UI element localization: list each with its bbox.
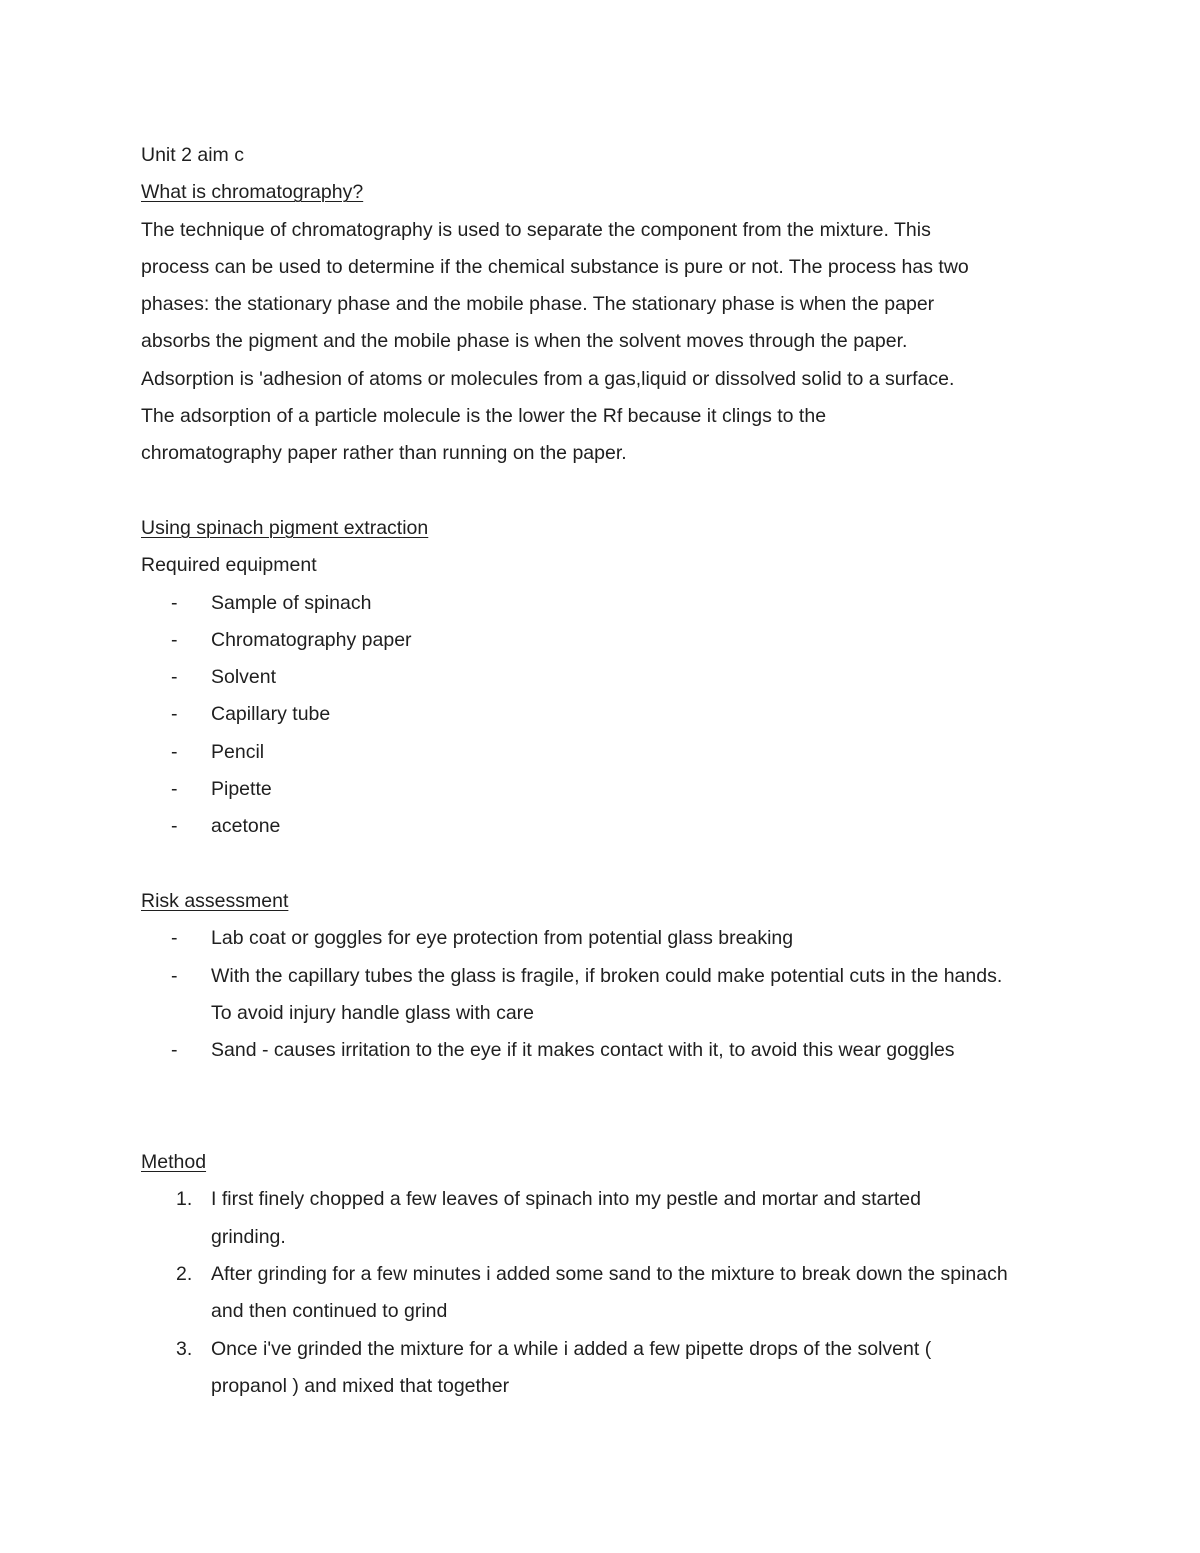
risk-assessment-heading: Risk assessment [141, 889, 289, 912]
list-item-text: Sample of spinach [211, 591, 372, 614]
equipment-subheading: Required equipment [141, 554, 317, 577]
list-item [141, 1256, 1021, 1331]
list-item [141, 1032, 1081, 1069]
dash-bullet: - [171, 815, 178, 838]
step-number: 2. [176, 1262, 193, 1285]
list-item-text: Once i've grinded the mixture for a while i added a few pipette drops of the solvent ( propanol ) and mixed that together [211, 1337, 932, 1397]
list-item-text: I first finely chopped a few leaves of spinach into my pestle and mortar and started grinding. [211, 1188, 921, 1248]
method-heading: Method [141, 1151, 207, 1174]
dash-bullet: - [171, 703, 178, 726]
list-item-text: After grinding for a few minutes i added some sand to the mixture to break down the spinach and then continued to grind [211, 1262, 1008, 1323]
equipment-list [141, 585, 1081, 846]
chromatography-paragraph [141, 212, 1081, 473]
dash-bullet: - [171, 591, 178, 614]
list-item [141, 1331, 1011, 1406]
list-item [141, 659, 1081, 696]
spacer [141, 846, 1081, 883]
list-item-text: acetone [211, 815, 281, 838]
paragraph-line: phases: the stationary phase and the mobile phase. The stationary phase is when the paper [141, 293, 935, 316]
list-item [141, 585, 1081, 622]
dash-bullet: - [171, 778, 178, 801]
spinach-extraction-heading: Using spinach pigment extraction [141, 516, 429, 539]
dash-bullet: - [171, 964, 178, 987]
list-item-text: Lab coat or goggles for eye protection from potential glass breaking [211, 927, 794, 950]
dash-bullet: - [171, 666, 178, 689]
step-number: 1. [176, 1188, 193, 1211]
document-title: Unit 2 aim c [141, 144, 244, 166]
paragraph-line: chromatography paper rather than running on the paper. [141, 442, 627, 465]
dash-bullet: - [171, 740, 178, 763]
dash-bullet: - [171, 628, 178, 651]
list-item-text: Chromatography paper [211, 628, 412, 651]
list-item-text: Pencil [211, 740, 265, 763]
paragraph-line: The technique of chromatography is used to separate the component from the mixture. This [141, 218, 931, 241]
spacer [141, 473, 1081, 510]
list-item [141, 622, 1081, 659]
dash-bullet: - [171, 1039, 178, 1062]
list-item-text: Sand - causes irritation to the eye if it makes contact with it, to avoid this wear goggles [211, 1039, 955, 1062]
list-item [141, 696, 1081, 733]
list-item [141, 958, 1021, 1033]
paragraph-line: absorbs the pigment and the mobile phase is when the solvent moves through the paper. [141, 330, 908, 353]
step-number: 3. [176, 1337, 193, 1360]
chromatography-heading: What is chromatography? [141, 181, 364, 204]
list-item [141, 734, 1081, 771]
document-page [141, 137, 1081, 1405]
paragraph-line: Adsorption is 'adhesion of atoms or molecules from a gas,liquid or dissolved solid to a surface. [141, 367, 955, 390]
method-list [141, 1181, 1081, 1405]
list-item-text: With the capillary tubes the glass is fragile, if broken could make potential cuts in the hands. To avoid injury handle glass with care [211, 964, 1003, 1024]
spacer [141, 1107, 1081, 1144]
paragraph-line: process can be used to determine if the chemical substance is pure or not. The process has two [141, 255, 969, 278]
paragraph-line: The adsorption of a particle molecule is the lower the Rf because it clings to the [141, 405, 827, 428]
list-item-text: Solvent [211, 666, 277, 689]
list-item [141, 1181, 941, 1256]
list-item-text: Capillary tube [211, 703, 331, 726]
risk-list [141, 920, 1081, 1069]
list-item [141, 808, 1081, 845]
list-item [141, 920, 1081, 957]
list-item [141, 771, 1081, 808]
spacer [141, 1069, 1081, 1106]
dash-bullet: - [171, 927, 178, 950]
list-item-text: Pipette [211, 778, 272, 801]
